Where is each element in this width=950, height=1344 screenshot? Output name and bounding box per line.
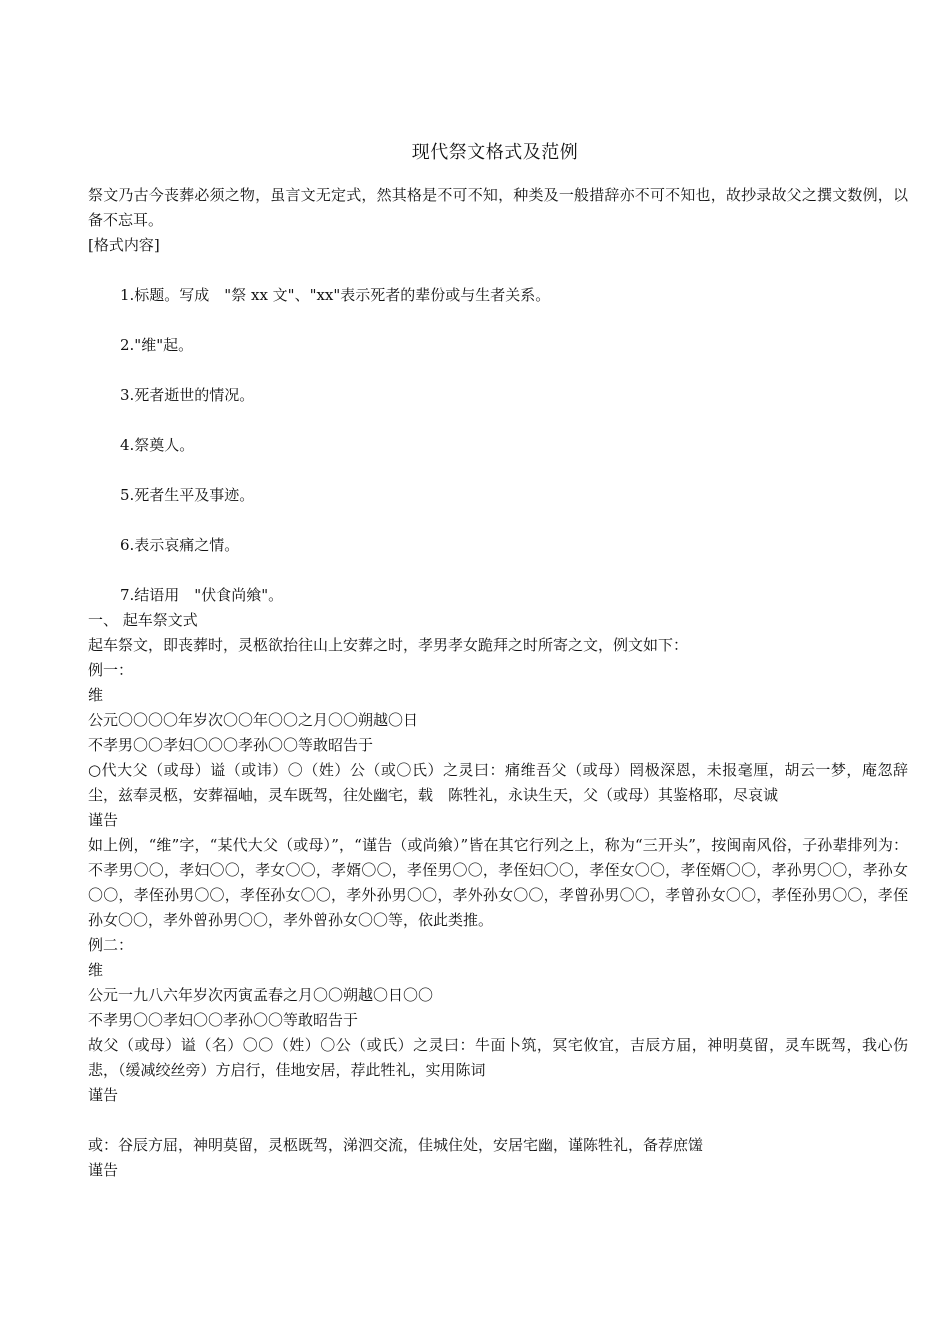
format-item: 3.死者逝世的情况。 [120,386,255,404]
example1-label: 例一： [88,661,134,679]
spacer [88,258,908,283]
example1-wei: 维 [88,686,104,704]
example2-close: 谨告 [88,1086,119,1104]
note-paragraph: 如上例，“维”字，“某代大父（或母）”，“谨告（或尚飨）”皆在其它行列之上，称为“三开头”，按闽南风俗，子孙辈排列为：不孝男〇〇，孝妇〇〇，孝女〇〇，孝婿〇〇，孝侄男〇〇，孝侄妇〇〇，孝侄女〇〇，孝侄婿〇〇，孝孙男〇〇，孝孙女〇〇，孝侄孙男〇〇，孝侄孙女〇〇，孝外孙男〇〇，孝外孙女〇〇，孝曾孙男〇〇，孝曾孙女〇〇，孝侄孙男〇〇，孝侄孙女〇〇，孝外曾孙男〇〇，孝外曾孙女〇〇等，依此类推。 [88,836,908,929]
example2-mourners: 不孝男〇〇孝妇〇〇孝孙〇〇等敢昭告于 [88,1011,359,1029]
example1-mourners: 不孝男〇〇孝妇〇〇〇孝孙〇〇等敢昭告于 [88,736,374,754]
document-title: 现代祭文格式及范例 [411,142,579,163]
example1-date: 公元〇〇〇〇年岁次〇〇年〇〇之月〇〇朔越〇日 [88,711,419,729]
section1-heading: 一、 起车祭文式 [88,611,198,629]
format-item: 5.死者生平及事迹。 [120,486,255,504]
spacer [88,1108,908,1133]
format-item: 2."维"起。 [120,336,194,354]
format-item: 4.祭奠人。 [120,436,195,454]
example2-alternative: 或：谷辰方屈，神明莫留，灵柩既驾，涕泗交流，佳城住处，安居宅幽，谨陈牲礼，备荐庶馐 [88,1136,704,1154]
example2-date: 公元一九八六年岁次丙寅孟春之月〇〇朔越〇日〇〇 [88,986,434,1004]
section1-description: 起车祭文，即丧葬时，灵柩欲抬往山上安葬之时，孝男孝女跪拜之时所寄之文，例文如下： [88,636,689,654]
document-body [88,183,908,1183]
format-item: 1.标题。写成 "祭 xx 文"、"xx"表示死者的辈份或与生者关系。 [120,286,551,304]
intro-paragraph: 祭文乃古今丧葬必须之物，虽言文无定式，然其格是不可不知，种类及一般措辞亦不可不知也，故抄录故父之撰文数例，以备不忘耳。 [88,186,908,229]
format-item: 7.结语用 "伏食尚飨"。 [120,586,284,604]
format-heading: [格式内容] [88,236,160,254]
example2-body: 故父（或母）谥（名）〇〇（姓）〇公（或氏）之灵曰：牛面卜筑，冥宅攸宜，吉辰方届，神明莫留，灵车既驾，我心伤悲，（缓减绞丝旁）方启行，佳地安居，荐此牲礼，实用陈词 [88,1036,908,1079]
example2-label: 例二： [88,936,134,954]
example2-wei: 维 [88,961,104,979]
example1-close: 谨告 [88,811,119,829]
format-item: 6.表示哀痛之情。 [120,536,240,554]
example2-alternative-close: 谨告 [88,1161,119,1179]
example1-body: ○代大父（或母）谥（或讳）〇（姓）公（或〇氏）之灵曰：痛维吾父（或母）罔极深恩，未报毫厘，胡云一梦，庵忽辞尘，兹奉灵柩，安葬福岫，灵车既驾，往处幽宅，载 陈牲礼，永诀生天，父（或母）其鉴格耶，尽哀诚 [88,761,908,804]
